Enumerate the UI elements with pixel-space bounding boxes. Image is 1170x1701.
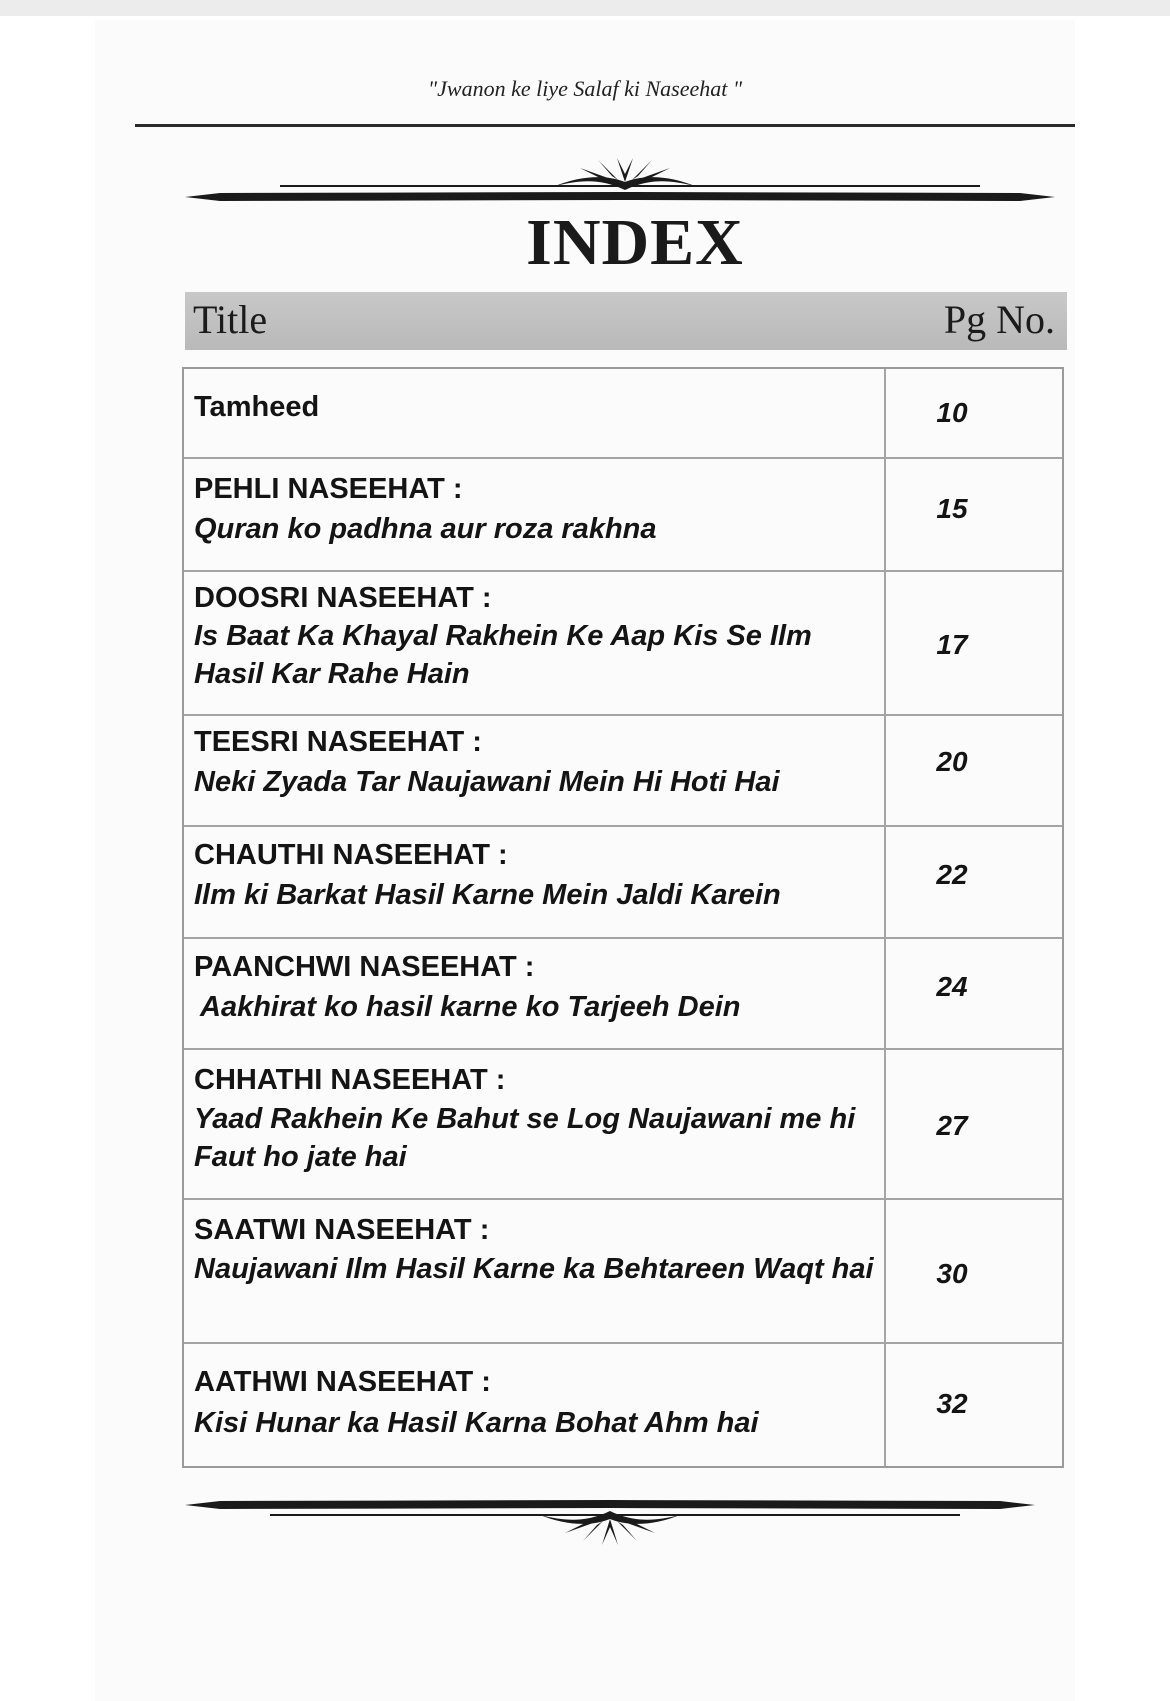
bottom-ornament-icon [180,1485,1040,1555]
entry-page-number: 27 [936,1110,968,1141]
entry-subtitle: Ilm ki Barkat Hasil Karne Mein Jaldi Karein [194,879,781,911]
entry-heading: PEHLI NASEEHAT : [194,473,463,505]
top-ornament-icon [180,150,1070,210]
header-rule [135,124,1075,127]
title-column-header: Title [193,297,268,342]
entry-heading: CHAUTHI NASEEHAT : [194,839,508,871]
entry-heading: PAANCHWI NASEEHAT : [194,951,535,983]
page-column-header: Pg No. [943,297,1055,342]
entry-subtitle: Quran ko padhna aur roza rakhna [194,513,657,545]
entry-page-number: 10 [936,397,968,428]
toc-row-4 [184,825,1062,937]
top-strip [0,0,1170,16]
toc-row-3 [184,714,1062,825]
toc-row-5 [184,937,1062,1048]
entry-heading: Tamheed [194,391,320,423]
toc-row-7 [184,1198,1062,1342]
running-header: "Jwanon ke liye Salaf ki Naseehat " [427,76,743,101]
entry-page-number: 24 [936,971,968,1002]
toc-row-6 [184,1048,1062,1198]
entry-subtitle: Is Baat Ka Khayal Rakhein Ke Aap Kis Se Ilm Hasil Kar Rahe Hain [194,620,812,690]
entry-subtitle: Neki Zyada Tar Naujawani Mein Hi Hoti Hai [194,766,780,798]
toc-row-2 [184,570,1062,714]
entry-heading: TEESRI NASEEHAT : [194,726,482,758]
entry-page-number: 15 [936,493,968,524]
entry-page-number: 22 [936,859,968,890]
toc-row-1 [184,457,1062,570]
table-header-band [185,292,1067,350]
entry-subtitle: Kisi Hunar ka Hasil Karna Bohat Ahm hai [194,1407,759,1439]
page-title: INDEX [526,206,744,279]
toc-table [182,367,1064,1468]
toc-row-tamheed [184,369,1062,457]
entry-heading: AATHWI NASEEHAT : [194,1366,491,1398]
entry-page-number: 32 [936,1388,968,1419]
entry-page-number: 30 [936,1258,968,1289]
entry-page-number: 17 [936,629,968,660]
entry-page-number: 20 [936,746,968,777]
entry-subtitle: Yaad Rakhein Ke Bahut se Log Naujawani me hi Faut ho jate hai [194,1103,856,1173]
entry-heading: CHHATHI NASEEHAT : [194,1064,506,1096]
entry-heading: DOOSRI NASEEHAT : [194,582,492,614]
entry-heading: SAATWI NASEEHAT : [194,1214,490,1246]
entry-subtitle: Aakhirat ko hasil karne ko Tarjeeh Dein [200,991,741,1023]
toc-row-8 [184,1342,1062,1470]
entry-subtitle: Naujawani Ilm Hasil Karne ka Behtareen Waqt hai [194,1253,874,1285]
